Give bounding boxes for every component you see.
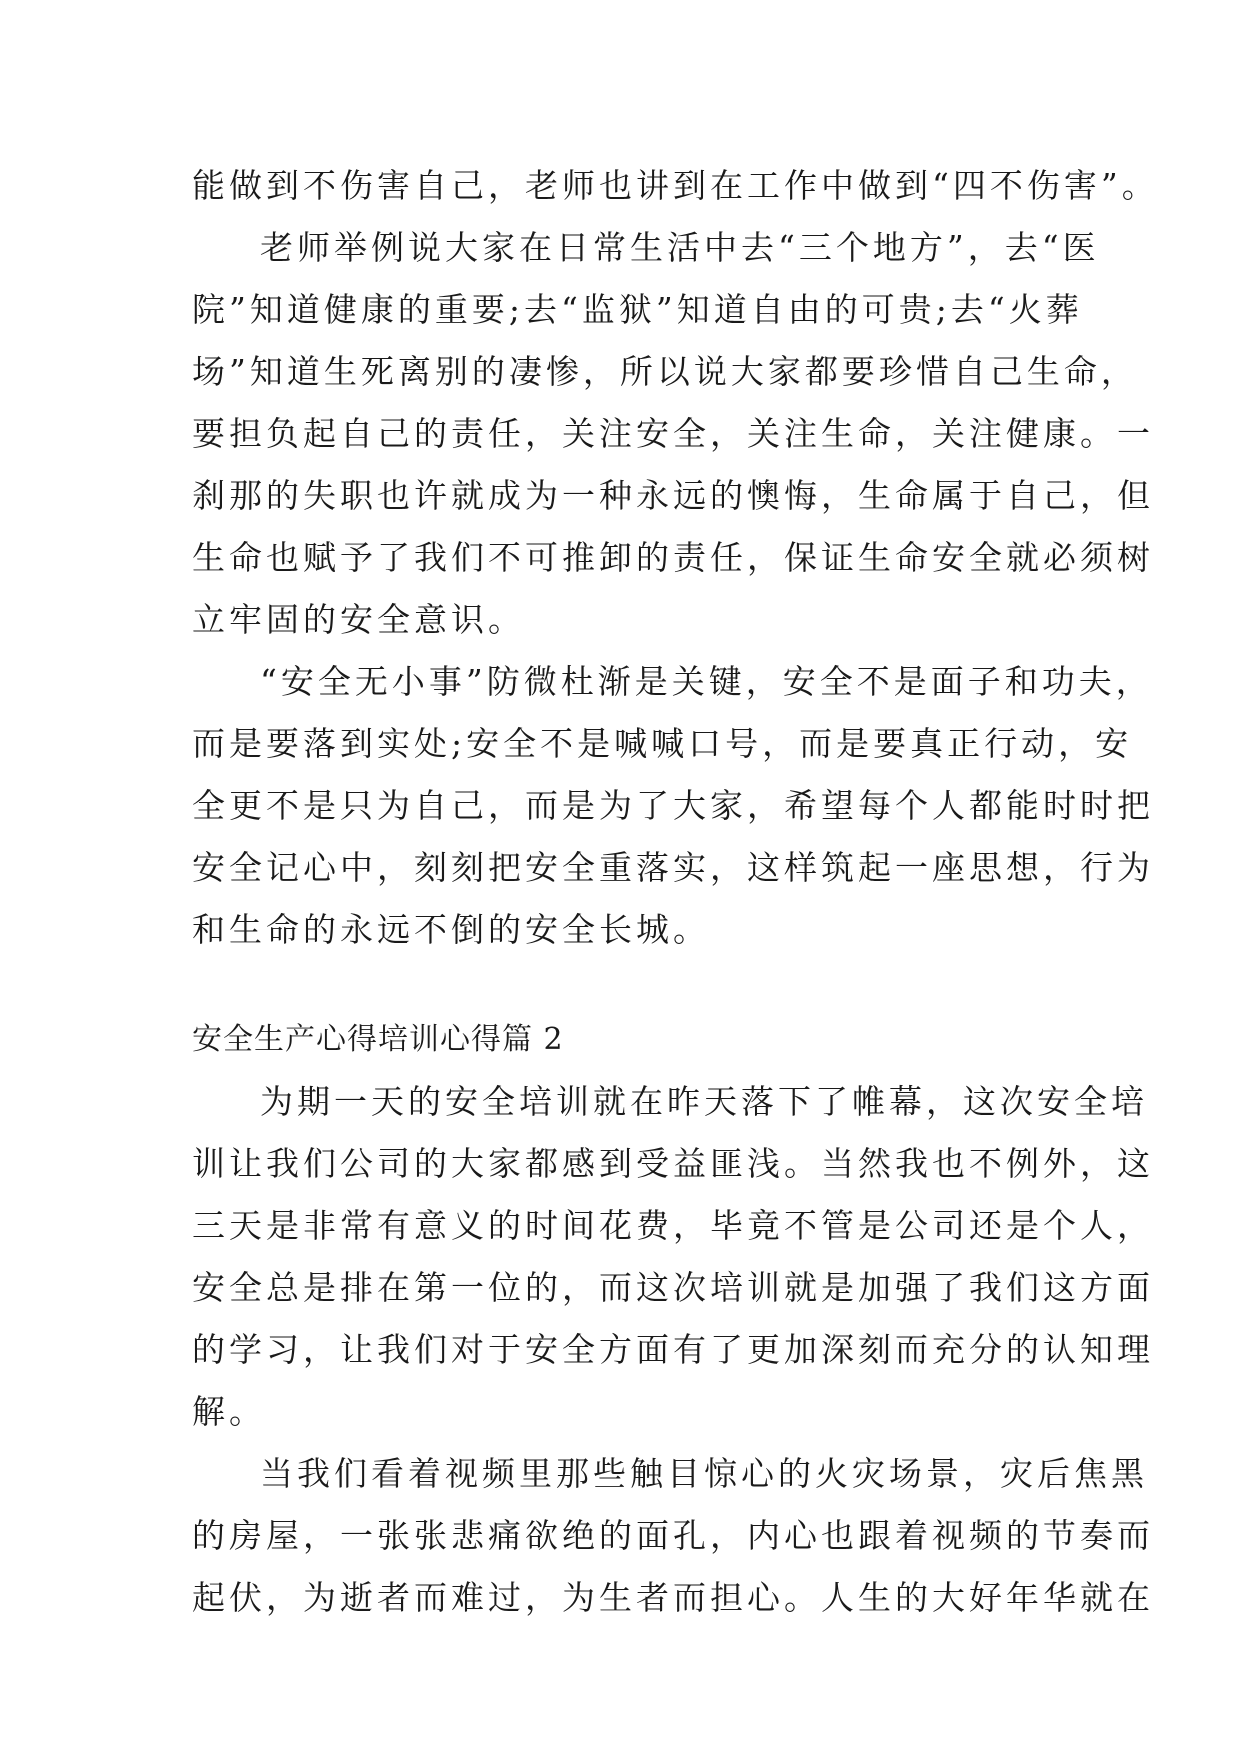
text-line: 三天是非常有意义的时间花费，毕竟不管是公司还是个人， — [192, 1206, 1154, 1245]
text-line: 而是要落到实处;安全不是喊喊口号，而是要真正行动，安 — [192, 724, 1133, 763]
section-spacer — [192, 961, 1072, 1009]
text-line: 场”知道生死离别的凄惨，所以说大家都要珍惜自己生命， — [192, 352, 1138, 391]
text-line: 当我们看着视频里那些触目惊心的火灾场景，灾后焦黑 — [260, 1454, 1148, 1493]
text-line: 立牢固的安全意识。 — [192, 600, 525, 639]
paragraph-three-places — [192, 217, 1154, 651]
text-line: 和生命的永远不倒的安全长城。 — [192, 910, 710, 949]
paragraph-fire-video — [192, 1443, 1154, 1629]
text-line: 的学习，让我们对于安全方面有了更加深刻而充分的认知理 — [192, 1330, 1154, 1369]
text-line: 为期一天的安全培训就在昨天落下了帷幕，这次安全培 — [260, 1082, 1148, 1121]
text-line: 院”知道健康的重要;去“监狱”知道自由的可贵;去“火葬 — [192, 290, 1083, 329]
text-line: “安全无小事”防微杜渐是关键，安全不是面子和功夫， — [260, 662, 1153, 701]
text-line: 起伏，为逝者而难过，为生者而担心。人生的大好年华就在 — [192, 1578, 1154, 1617]
text-line: 安全总是排在第一位的，而这次培训就是加强了我们这方面 — [192, 1268, 1154, 1307]
text-line: 安全记心中，刻刻把安全重落实，这样筑起一座思想，行为 — [192, 848, 1154, 887]
text-line: 训让我们公司的大家都感到受益匪浅。当然我也不例外，这 — [192, 1144, 1154, 1183]
text-line: 能做到不伤害自己，老师也讲到在工作中做到“四不伤害”。 — [192, 166, 1159, 205]
text-line: 生命也赋予了我们不可推卸的责任，保证生命安全就必须树 — [192, 538, 1154, 577]
paragraph-training-day — [192, 1071, 1154, 1443]
text-line: 全更不是只为自己，而是为了大家，希望每个人都能时时把 — [192, 786, 1154, 825]
section-heading: 安全生产心得培训心得篇 2 — [192, 1022, 564, 1057]
text-line: 的房屋，一张张悲痛欲绝的面孔，内心也跟着视频的节奏而 — [192, 1516, 1154, 1555]
text-line: 要担负起自己的责任，关注安全，关注生命，关注健康。一 — [192, 414, 1154, 453]
paragraph-continuation — [192, 155, 1159, 217]
document-body — [192, 155, 1159, 1629]
text-line: 刹那的失职也许就成为一种永远的懊悔，生命属于自己，但 — [192, 476, 1154, 515]
paragraph-safety-no-small-matter — [192, 651, 1154, 961]
text-line: 老师举例说大家在日常生活中去“三个地方”，去“医 — [260, 228, 1100, 267]
text-line: 解。 — [192, 1392, 266, 1431]
